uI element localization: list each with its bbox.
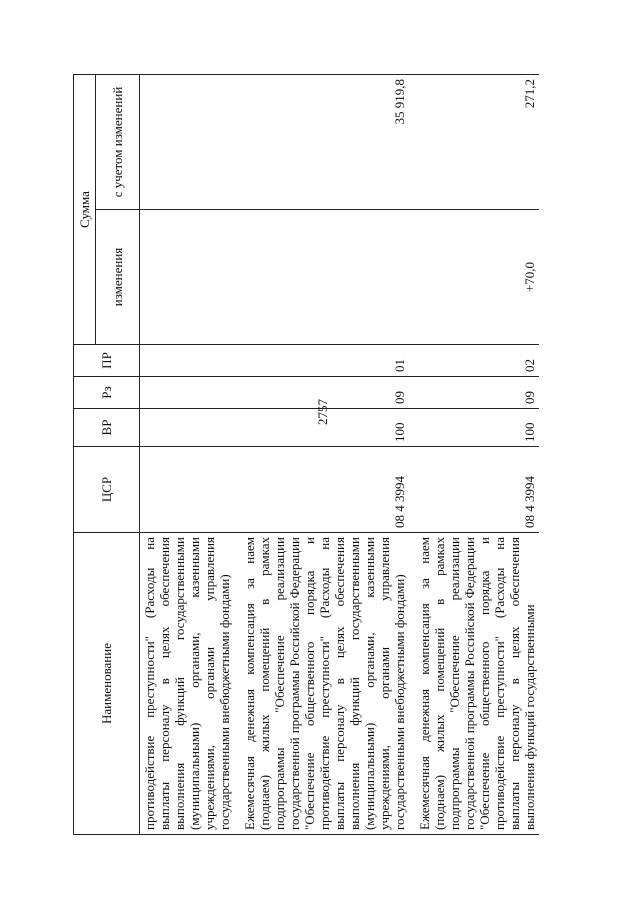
row-rz	[140, 377, 235, 409]
row-vr: 100	[234, 409, 409, 447]
row-total	[140, 75, 235, 210]
col-header-pr: ПР	[74, 345, 140, 377]
col-header-change: изменения	[96, 210, 140, 345]
row-vr: 100	[409, 409, 539, 447]
row-name: Ежемесячная денежная компенсация за наем (поднаем) жилых помещений в рамках подпрограммы "Обеспечение реализации государственной программы Российской Федерации "Обеспечение общественного порядка и противодействие преступности" (Расходы на выплаты персоналу в целях обеспечения выполнения функций государственными	[409, 533, 539, 835]
page-number: 2757	[315, 399, 330, 425]
row-total: 35 919,8	[234, 75, 409, 210]
row-change: +70,0	[409, 210, 539, 345]
col-header-sum: Сумма	[74, 75, 96, 345]
col-header-name: Наименование	[74, 533, 140, 835]
col-header-csr: ЦСР	[74, 447, 140, 533]
col-header-vr: ВР	[74, 409, 140, 447]
table-row	[409, 75, 539, 835]
row-pr: 01	[234, 345, 409, 377]
rotated-table-page	[73, 75, 583, 835]
row-total: 271,2	[409, 75, 539, 210]
row-vr	[140, 409, 235, 447]
row-name: противодействие преступности" (Расходы на выплаты персоналу в целях обеспечения выполнения функций государственными (муниципальными) органами, казенными учреждениями, органами управления государственными внебюджетными фондами)	[140, 533, 235, 835]
col-header-rz: Рз	[74, 377, 140, 409]
row-csr: 08 4 3994	[409, 447, 539, 533]
table-row	[234, 75, 409, 835]
row-change	[234, 210, 409, 345]
col-header-with-changes: с учетом изменений	[96, 75, 140, 210]
budget-table	[73, 74, 539, 835]
row-rz: 09	[234, 377, 409, 409]
row-change	[140, 210, 235, 345]
row-pr: 02	[409, 345, 539, 377]
row-name: Ежемесячная денежная компенсация за наем (поднаем) жилых помещений в рамках подпрограммы "Обеспечение реализации государственной программы Российской Федерации "Обеспечение общественного порядка и противодействие преступности" (Расходы на выплаты персоналу в целях обеспечения выполнения функций государственными (муниципальными) органами, казенными учреждениями, органами управления государственными внебюджетными фондами)	[234, 533, 409, 835]
row-csr: 08 4 3994	[234, 447, 409, 533]
row-csr	[140, 447, 235, 533]
row-rz: 09	[409, 377, 539, 409]
table-row	[140, 75, 235, 835]
row-pr	[140, 345, 235, 377]
